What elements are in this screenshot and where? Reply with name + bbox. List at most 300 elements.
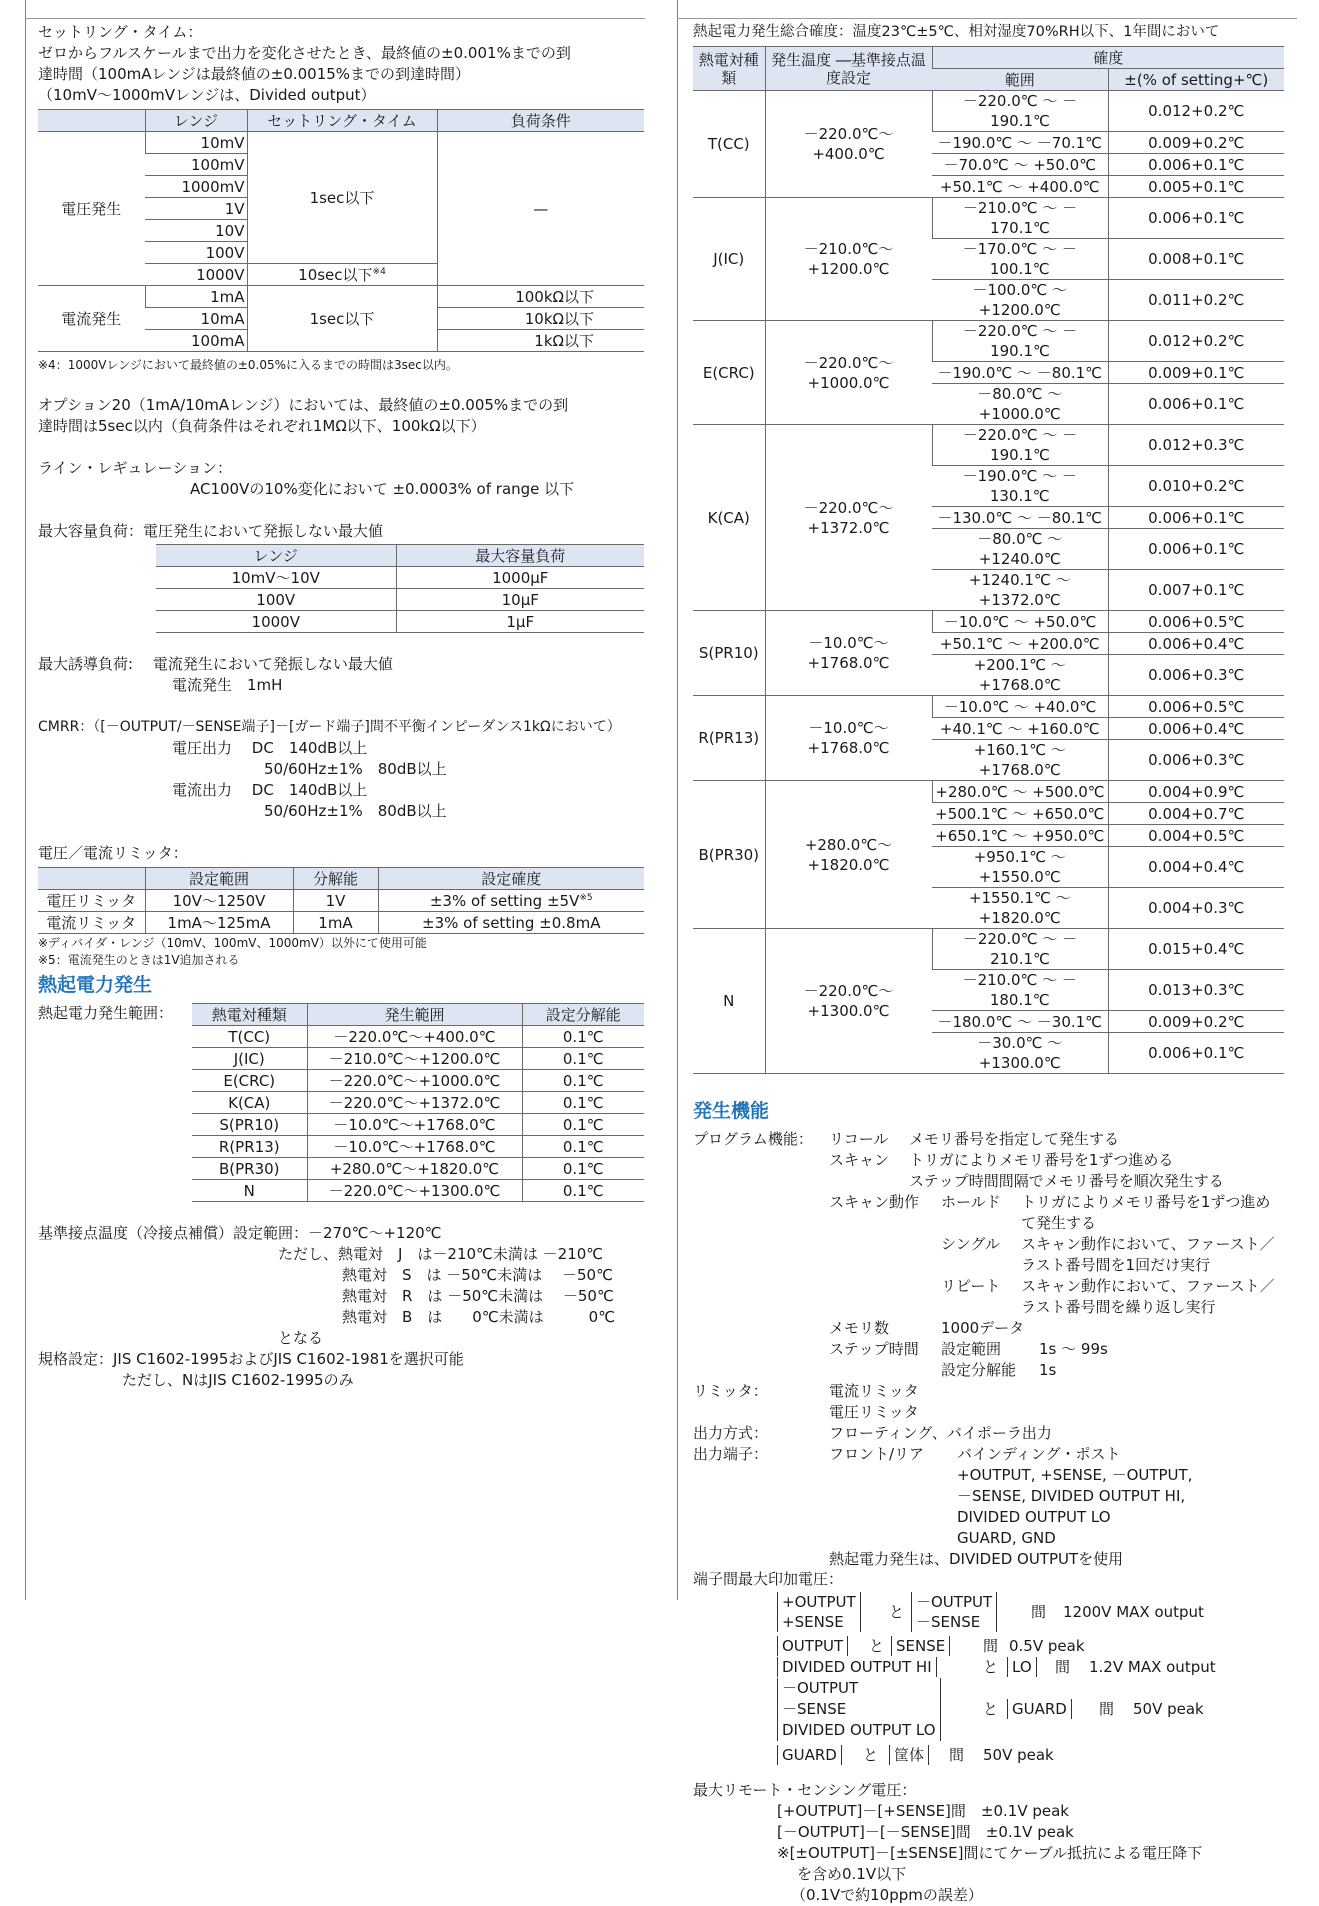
option-line-1: オプション20（1mA/10mAレンジ）においては、最終値の±0.005%までの到 [38,396,569,414]
line-reg-value: AC100Vの10%変化において ±0.0003% of range 以下 [190,480,575,498]
table-row [693,198,1284,239]
acc-value: 0.004+0.7℃ [1108,803,1284,825]
outmode-label: 出力方式： [693,1424,769,1442]
range-cell: 1mA [145,286,247,308]
acc-range: －220.0℃ ～ －190.1℃ [932,91,1108,132]
mv-r5-b: 筐体 [889,1745,929,1765]
hold-label: ホールド [941,1193,1001,1211]
mv-r4-a1: －OUTPUT [782,1679,859,1697]
table-row [38,890,644,912]
settling-table [38,109,644,352]
acc-type: K(CA) [693,425,765,611]
prog-label: プログラム機能： [693,1130,813,1148]
settling-desc-1: ゼロからフルスケールまで出力を変化させたとき、最終値の±0.001%までの到 [38,44,571,62]
table-row [192,1070,644,1092]
range-cell: 1000mV [145,176,247,198]
settling-time-cell: 1sec以下 [247,132,437,264]
acc-type: R(PR13) [693,696,765,781]
tc-range: －10.0℃～+1768.0℃ [307,1136,522,1158]
mv-r4-a3: DIVIDED OUTPUT LO [782,1721,936,1739]
cmrr-v-dc: DC 140dB以上 [251,739,368,757]
acc-range: －80.0℃ ～ +1240.0℃ [932,529,1108,570]
mem-value: 1000データ [941,1319,1025,1337]
terminal-bp: バインディング・ポスト [957,1445,1121,1463]
left-margin-line [25,0,26,1600]
recall-label: リコール [829,1130,889,1148]
cmrr-v-line [38,738,644,759]
repeat-desc-1: スキャン動作において、ファースト／ [1021,1277,1275,1295]
right-column [693,22,1300,1906]
mv-r5-a: GUARD [777,1745,842,1765]
table-row [192,1136,644,1158]
tc-type: J(IC) [192,1048,307,1070]
single-desc-2: ラスト番号間を1回だけ実行 [1021,1256,1211,1274]
cmrr-i-label: 電流出力 [172,781,233,799]
settling-time-cell [247,264,437,286]
acc-gen-range: －220.0℃～+400.0℃ [765,91,932,198]
table-row [192,1158,644,1180]
mv-r1-group-b [911,1592,997,1632]
acc-header-gen: 発生温度 ―基準接点温度設定 [765,47,932,91]
limiter-table [38,867,644,934]
max-ind-label: 最大誘導負荷: [38,655,134,673]
mv-r3-b: LO [1007,1657,1037,1677]
acc-value: 0.006+0.3℃ [1108,740,1284,781]
tc-range-label: 熱起電力発生範囲： [38,1004,174,1022]
max-cap-title: 最大容量負荷：電圧発生において発振しない最大値 [38,522,384,540]
acc-range: －100.0℃ ～ +1200.0℃ [932,280,1108,321]
limiter-i: 電流リミッタ [829,1382,919,1400]
cj-title: 基準接点温度（冷接点補償）設定範囲：－270℃～+120℃ [38,1224,442,1242]
acc-value: 0.006+0.1℃ [1108,384,1284,425]
max-ind-desc: 電流発生において発振しない最大値 [152,655,393,673]
limiter-header-res: 分解能 [293,868,378,890]
mv-r1-group-a [777,1592,861,1632]
table-row [192,1180,644,1202]
step-range-label: 設定範囲 [941,1340,1002,1358]
mv-r2-between: 間 [983,1637,999,1655]
range-cell: 100mV [145,154,247,176]
outmode-value: フローティング、バイポーラ出力 [829,1424,1052,1442]
std-line-2: ただし、NはJIS C1602-1995のみ [122,1371,354,1389]
mv-r2-val: 0.5V peak [1009,1637,1085,1655]
tc-type: B(PR30) [192,1158,307,1180]
cmrr-i-dc: DC 140dB以上 [251,781,368,799]
tc-header-type: 熱電対種類 [192,1004,307,1026]
single-desc-1: スキャン動作において、ファースト／ [1021,1235,1275,1253]
maxv-title: 端子間最大印加電圧： [693,1570,844,1588]
mv-r1-b1: －OUTPUT [916,1593,993,1611]
mv-r5-to: と [863,1746,879,1764]
terminal-l1: +OUTPUT, +SENSE, －OUTPUT, [957,1466,1193,1484]
cap-value: 1μF [396,611,644,633]
acc-value: 0.006+0.5℃ [1108,611,1284,633]
spacer [38,696,644,717]
column-divider-line [677,0,678,1600]
spacer [38,374,644,395]
acc-range: －210.0℃ ～ －180.1℃ [932,970,1108,1011]
acc-range: －10.0℃ ～ +50.0℃ [932,611,1108,633]
tc-type: S(PR10) [192,1114,307,1136]
cap-value: 1000μF [396,567,644,589]
cap-value: 10μF [396,589,644,611]
mv-r1-between: 間 [1031,1603,1047,1621]
acc-range: －10.0℃ ～ +40.0℃ [932,696,1108,718]
tc-type: N [192,1180,307,1202]
acc-header-type: 熱電対種類 [693,47,765,91]
mv-r2-a: OUTPUT [777,1636,848,1656]
tc-type: T(CC) [192,1026,307,1048]
tc-type: K(CA) [192,1092,307,1114]
range-cell: 1V [145,198,247,220]
cap-header-row [156,545,644,567]
acc-value: 0.006+0.3℃ [1108,655,1284,696]
terminal-l4: GUARD, GND [957,1529,1056,1547]
tc-range-block [38,1003,644,1202]
acc-value: 0.012+0.2℃ [1108,321,1284,362]
acc-value: 0.010+0.2℃ [1108,466,1284,507]
settling-header-time: セットリング・タイム [247,110,437,132]
limiter-header-row [38,868,644,890]
acc-value: 0.015+0.4℃ [1108,929,1284,970]
mv-r3-val: 1.2V MAX output [1089,1658,1216,1676]
settling-header-load: 負荷条件 [437,110,644,132]
table-row [192,1114,644,1136]
limiter-title: 電圧／電流リミッタ： [38,844,188,862]
acc-value: 0.006+0.1℃ [1108,529,1284,570]
acc-value: 0.006+0.1℃ [1108,507,1284,529]
acc-range: －130.0℃ ～ －80.1℃ [932,507,1108,529]
acc-range: －220.0℃ ～ －210.1℃ [932,929,1108,970]
acc-type: T(CC) [693,91,765,198]
acc-value: 0.006+0.1℃ [1108,198,1284,239]
cap-range: 1000V [156,611,396,633]
tc-resolution: 0.1℃ [522,1158,644,1180]
tc-range: －220.0℃～+1372.0℃ [307,1092,522,1114]
acc-range: +280.0℃ ～ +500.0℃ [932,781,1108,803]
acc-range: －220.0℃ ～ －190.1℃ [932,321,1108,362]
acc-range: +650.1℃ ～ +950.0℃ [932,825,1108,847]
limiter-v: 電圧リミッタ [829,1403,919,1421]
acc-header-row-1 [693,47,1284,69]
acc-value: 0.006+0.4℃ [1108,718,1284,740]
acc-range: +950.1℃ ～ +1550.0℃ [932,847,1108,888]
acc-range: +1550.1℃ ～ +1820.0℃ [932,888,1108,929]
tc-range: +280.0℃～+1820.0℃ [307,1158,522,1180]
tc-resolution: 0.1℃ [522,1114,644,1136]
acc-range: －180.0℃ ～ －30.1℃ [932,1011,1108,1033]
tc-resolution: 0.1℃ [522,1026,644,1048]
tc-resolution: 0.1℃ [522,1048,644,1070]
range-cell: 10V [145,220,247,242]
acc-type: S(PR10) [693,611,765,696]
tc-resolution: 0.1℃ [522,1136,644,1158]
tc-header-res: 設定分解能 [522,1004,644,1026]
cmrr-v-label: 電圧出力 [172,739,233,757]
range-cell: 10mV [145,132,247,154]
acc-type: N [693,929,765,1074]
acc-gen-range: －10.0℃～+1768.0℃ [765,611,932,696]
acc-type: J(IC) [693,198,765,321]
left-top-rule [25,18,645,19]
right-top-rule [677,18,1297,19]
acc-range: +50.1℃ ～ +400.0℃ [932,176,1108,198]
limiter-range: 1mA～125mA [145,912,293,934]
acc-value: 0.004+0.4℃ [1108,847,1284,888]
acc-range: －190.0℃ ～ －70.1℃ [932,132,1108,154]
load-cell: 1kΩ以下 [437,330,644,352]
table-row [38,132,644,154]
range-cell: 100mA [145,330,247,352]
settling-title: セットリング・タイム： [38,23,203,41]
limiter-name: 電圧リミッタ [38,890,145,912]
acc-table [693,46,1284,1074]
mv-r4-val: 50V peak [1133,1700,1204,1718]
acc-value: 0.006+0.1℃ [1108,1033,1284,1074]
mv-r1-a2: +SENSE [782,1613,844,1631]
load-cell: 10kΩ以下 [437,308,644,330]
table-row [156,611,644,633]
remote-note-1: ※[±OUTPUT]－[±SENSE]間にてケーブル抵抗による電圧降下 [777,1844,1203,1862]
cmrr-i-line [38,780,644,801]
mv-r2-b: SENSE [891,1636,950,1656]
acc-range: －210.0℃ ～ －170.1℃ [932,198,1108,239]
tc-resolution: 0.1℃ [522,1092,644,1114]
mv-r1-to: と [889,1603,905,1621]
acc-range: +50.1℃ ～ +200.0℃ [932,633,1108,655]
current-gen-label: 電流発生 [38,286,145,352]
tc-type: R(PR13) [192,1136,307,1158]
spacer [38,500,644,521]
mv-r1-val: 1200V MAX output [1063,1603,1204,1621]
acc-value: 0.005+0.1℃ [1108,176,1284,198]
acc-value: 0.006+0.4℃ [1108,633,1284,655]
acc-header-range: 範囲 [932,69,1108,91]
acc-value: 0.009+0.2℃ [1108,132,1284,154]
cap-header-cap: 最大容量負荷 [396,545,644,567]
table-row [38,912,644,934]
acc-title: 熱起電力発生総合確度：温度23℃±5℃、相対湿度70%RH以下、1年間において [693,24,1220,40]
gen-heading: 発生機能 [693,1100,770,1122]
limiter-res: 1V [293,890,378,912]
terminal-l3: DIVIDED OUTPUT LO [957,1508,1111,1526]
acc-value: 0.009+0.1℃ [1108,362,1284,384]
mv-r3-a: DIVIDED OUTPUT HI [777,1657,937,1677]
std-line-1: 規格設定：JIS C1602-1995およびJIS C1602-1981を選択可能 [38,1350,464,1368]
acc-header-acc: 確度 [932,47,1284,69]
load-cell: — [437,132,644,286]
cap-range: 100V [156,589,396,611]
acc-value: 0.004+0.3℃ [1108,888,1284,929]
acc-type: B(PR30) [693,781,765,929]
limiter-res: 1mA [293,912,378,934]
limiter-note-1: ※ディバイダ・レンジ（10mV、100mV、1000mV）以外にて使用可能 [38,936,427,950]
acc-type: E(CRC) [693,321,765,425]
scan-desc-2: ステップ時間間隔でメモリ番号を順次発生する [909,1172,1224,1190]
acc-range: －30.0℃ ～ +1300.0℃ [932,1033,1108,1074]
acc-range: －80.0℃ ～ +1000.0℃ [932,384,1108,425]
mv-r4-a2: －SENSE [782,1700,847,1718]
repeat-label: リピート [941,1277,1001,1295]
step-range-value: 1s ～ 99s [1039,1340,1108,1358]
table-row [693,611,1284,633]
table-row [693,321,1284,362]
table-row [156,589,644,611]
tc-body [192,1026,644,1202]
acc-value: 0.006+0.5℃ [1108,696,1284,718]
scanop-label: スキャン動作 [829,1193,920,1211]
tc-resolution: 0.1℃ [522,1070,644,1092]
mv-r5-between: 間 [949,1746,965,1764]
tc-type: E(CRC) [192,1070,307,1092]
spacer [38,437,644,458]
cap-table [156,544,644,633]
acc-value: 0.004+0.5℃ [1108,825,1284,847]
settling-desc-2: 達時間（100mAレンジは最終値の±0.0015%までの到達時間） [38,65,471,83]
recall-desc: メモリ番号を指定して発生する [909,1130,1120,1148]
step-res-label: 設定分解能 [941,1361,1017,1379]
acc-gen-range: －220.0℃～+1372.0℃ [765,425,932,611]
note5-mark: ※5 [579,892,593,903]
mv-r4-between: 間 [1099,1700,1115,1718]
acc-value: 0.004+0.9℃ [1108,781,1284,803]
tc-header-range: 発生範囲 [307,1004,522,1026]
table-row [192,1026,644,1048]
max-ind-line [38,654,644,675]
remote-title: 最大リモート・センシング電圧： [693,1781,917,1799]
table-row [192,1092,644,1114]
limiter-acc-text: ±3% of setting ±5V [429,891,580,910]
spacer [38,633,644,654]
settling-header-range: レンジ [145,110,247,132]
range-cell: 10mA [145,308,247,330]
repeat-desc-2: ラスト番号間を繰り返し実行 [1021,1298,1216,1316]
acc-range: －190.0℃ ～ －130.1℃ [932,466,1108,507]
acc-gen-range: －220.0℃～+1300.0℃ [765,929,932,1074]
acc-body [693,91,1284,1074]
table-row [693,929,1284,970]
scan-desc-1: トリガによりメモリ番号を1ずつ進める [909,1151,1174,1169]
cj-line-4: 熱電対 B は 0℃未満は 0℃ [342,1308,616,1326]
note4-mark: ※4 [372,266,386,277]
terminal-label: 出力端子： [693,1445,769,1463]
range-cell: 1000V [145,264,247,286]
note-4: ※4：1000Vレンジにおいて最終値の±0.05%に入るまでの時間は3sec以内。 [38,358,458,372]
tc-header-row [192,1004,644,1026]
remote-line-1: [+OUTPUT]－[+SENSE]間 ±0.1V peak [777,1802,1069,1820]
mv-r1-a1: +OUTPUT [782,1593,856,1611]
hold-desc-2: て発生する [1021,1214,1097,1232]
cj-end: となる [278,1329,324,1347]
maxv-block [693,1590,1300,1780]
acc-range: +40.1℃ ～ +160.0℃ [932,718,1108,740]
acc-range: －170.0℃ ～ －100.1℃ [932,239,1108,280]
limiter-acc [378,890,644,912]
settling-desc-3: （10mV～1000mVレンジは、Divided output） [38,86,376,104]
cap-range: 10mV～10V [156,567,396,589]
table-row [693,91,1284,132]
mv-r1-b2: －SENSE [916,1613,981,1631]
remote-note-2: を含め0.1V以下 [797,1865,907,1883]
acc-range: +1240.1℃ ～ +1372.0℃ [932,570,1108,611]
spacer [38,1202,644,1223]
acc-value: 0.009+0.2℃ [1108,1011,1284,1033]
table-row [693,425,1284,466]
cj-line-3: 熱電対 R は －50℃未満は －50℃ [342,1287,614,1305]
load-cell: 100kΩ以下 [437,286,644,308]
acc-value: 0.008+0.1℃ [1108,239,1284,280]
output-block [693,1379,1300,1569]
table-row [156,567,644,589]
tc-range: －220.0℃～+1000.0℃ [307,1070,522,1092]
max-ind-value: 電流発生 1mH [172,676,283,694]
mv-r3-between: 間 [1055,1658,1071,1676]
limiter-header-range: 設定範囲 [145,868,293,890]
table-row [192,1048,644,1070]
acc-value: 0.012+0.2℃ [1108,91,1284,132]
settling-time-cell: 1sec以下 [247,286,437,352]
tc-range-table [192,1003,644,1202]
limiter-range: 10V～1250V [145,890,293,912]
cmrr-v-ac: 50/60Hz±1% 80dB以上 [264,760,447,778]
terminal-note: 熱起電力発生は、DIVIDED OUTPUTを使用 [829,1550,1124,1568]
table-row [693,696,1284,718]
remote-line-2: [－OUTPUT]－[－SENSE]間 ±0.1V peak [777,1823,1074,1841]
limiter-acc: ±3% of setting ±0.8mA [378,912,644,934]
tc-range: －220.0℃～+1300.0℃ [307,1180,522,1202]
settling-time-10sec: 10sec以下 [298,265,373,284]
acc-value: 0.012+0.3℃ [1108,425,1284,466]
cmrr-title: CMRR：（[－OUTPUT/－SENSE端子]－[ガード端子]間不平衡インピーダンス1kΩにおいて） [38,719,621,735]
acc-range: +160.1℃ ～ +1768.0℃ [932,740,1108,781]
acc-value: 0.011+0.2℃ [1108,280,1284,321]
mv-r3-to: と [983,1658,999,1676]
scan-label: スキャン [829,1151,890,1169]
settling-header-row [38,110,644,132]
limiter-label: リミッタ： [693,1382,768,1400]
limiter-name: 電流リミッタ [38,912,145,934]
option-line-2: 達時間は5sec以内（負荷条件はそれぞれ1MΩ以下、100kΩ以下） [38,417,486,435]
limiter-note-2: ※5：電流発生のときは1V追加される [38,953,240,967]
acc-range: －190.0℃ ～ －80.1℃ [932,362,1108,384]
acc-range: －220.0℃ ～ －190.1℃ [932,425,1108,466]
cj-line-1: ただし、熱電対 J は－210℃未満は －210℃ [278,1245,604,1263]
spacer [38,822,644,843]
tc-resolution: 0.1℃ [522,1180,644,1202]
table-row [693,781,1284,803]
tc-range: －210.0℃～+1200.0℃ [307,1048,522,1070]
acc-value: 0.006+0.1℃ [1108,154,1284,176]
acc-gen-range: －10.0℃～+1768.0℃ [765,696,932,781]
program-block [693,1129,1300,1379]
cj-line-2: 熱電対 S は －50℃未満は －50℃ [342,1266,613,1284]
acc-header-pct: ±(% of setting+℃) [1108,69,1284,91]
line-reg-title: ライン・レギュレーション： [38,459,232,477]
terminal-l2: －SENSE, DIVIDED OUTPUT HI, [957,1487,1186,1505]
cmrr-i-ac: 50/60Hz±1% 80dB以上 [264,802,447,820]
left-column [38,22,644,1391]
acc-gen-range: －220.0℃～+1000.0℃ [765,321,932,425]
limiter-header-blank [38,868,145,890]
tc-range: －220.0℃～+400.0℃ [307,1026,522,1048]
acc-value: 0.013+0.3℃ [1108,970,1284,1011]
mv-r4-group-a [777,1678,941,1741]
acc-range: +200.1℃ ～ +1768.0℃ [932,655,1108,696]
voltage-gen-label: 電圧発生 [38,132,145,286]
mv-r5-val: 50V peak [983,1746,1054,1764]
limiter-header-acc: 設定確度 [378,868,644,890]
range-cell: 100V [145,242,247,264]
